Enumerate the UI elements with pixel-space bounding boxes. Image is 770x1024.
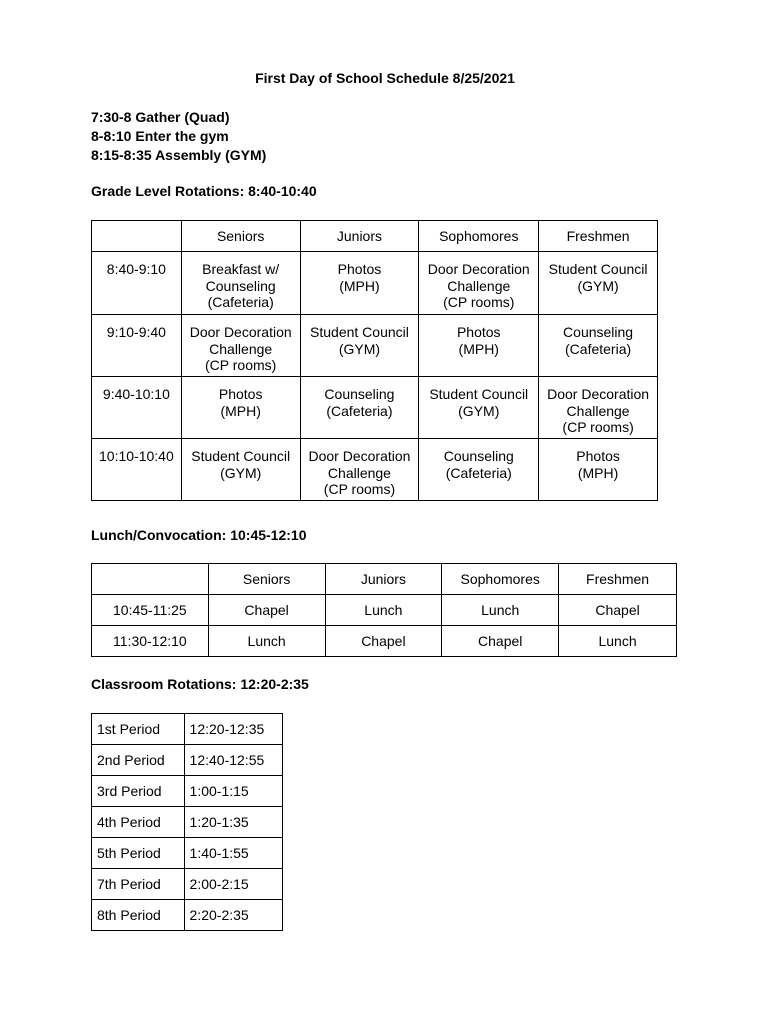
table-header-row: [92, 221, 658, 252]
header-cell: Juniors: [300, 221, 419, 252]
table-cell: Lunch: [442, 595, 559, 626]
table-header-row: [92, 564, 677, 595]
table-cell: Lunch: [325, 595, 442, 626]
table-cell: Student Council (GYM): [539, 252, 658, 315]
table-row: [92, 714, 283, 745]
table-row: [92, 315, 658, 377]
table-row: [92, 869, 283, 900]
table-cell: Counseling (Cafeteria): [419, 439, 539, 501]
table-cell: Photos (MPH): [181, 377, 300, 439]
time-cell: 9:10-9:40: [92, 315, 182, 377]
table-row: [92, 595, 677, 626]
lunch-heading: Lunch/Convocation: 10:45-12:10: [91, 527, 307, 543]
classroom-table: [91, 713, 283, 931]
table-cell: Chapel: [325, 626, 442, 657]
time-cell: 9:40-10:10: [92, 377, 182, 439]
table-cell: Student Council (GYM): [300, 315, 419, 377]
time-cell: 8:40-9:10: [92, 252, 182, 315]
period-cell: 3rd Period: [92, 776, 185, 807]
header-cell: Seniors: [181, 221, 300, 252]
table-cell: Chapel: [559, 595, 677, 626]
time-cell: 2:20-2:35: [184, 900, 282, 931]
period-cell: 2nd Period: [92, 745, 185, 776]
time-cell: 10:10-10:40: [92, 439, 182, 501]
time-cell: 12:40-12:55: [184, 745, 282, 776]
period-cell: 1st Period: [92, 714, 185, 745]
table-cell: Student Council (GYM): [181, 439, 300, 501]
table-cell: Door Decoration Challenge (CP rooms): [300, 439, 419, 501]
header-cell: [92, 564, 209, 595]
time-cell: 10:45-11:25: [92, 595, 209, 626]
lunch-table: [91, 563, 677, 657]
header-cell: Freshmen: [559, 564, 677, 595]
time-cell: 1:40-1:55: [184, 838, 282, 869]
table-cell: Chapel: [442, 626, 559, 657]
period-cell: 4th Period: [92, 807, 185, 838]
header-cell: Sophomores: [419, 221, 539, 252]
table-row: [92, 807, 283, 838]
table-cell: Photos (MPH): [300, 252, 419, 315]
table-row: [92, 252, 658, 315]
grade-rotations-heading: Grade Level Rotations: 8:40-10:40: [91, 183, 317, 199]
table-cell: Breakfast w/ Counseling (Cafeteria): [181, 252, 300, 315]
table-cell: Lunch: [208, 626, 325, 657]
table-cell: Door Decoration Challenge (CP rooms): [419, 252, 539, 315]
table-cell: Photos (MPH): [539, 439, 658, 501]
table-row: [92, 626, 677, 657]
intro-line-enter: 8-8:10 Enter the gym: [91, 128, 229, 144]
table-row: [92, 745, 283, 776]
time-cell: 11:30-12:10: [92, 626, 209, 657]
header-cell: Juniors: [325, 564, 442, 595]
table-row: [92, 838, 283, 869]
period-cell: 8th Period: [92, 900, 185, 931]
intro-line-gather: 7:30-8 Gather (Quad): [91, 109, 230, 125]
table-cell: Lunch: [559, 626, 677, 657]
time-cell: 12:20-12:35: [184, 714, 282, 745]
table-cell: Photos (MPH): [419, 315, 539, 377]
period-cell: 7th Period: [92, 869, 185, 900]
intro-line-assembly: 8:15-8:35 Assembly (GYM): [91, 147, 267, 163]
time-cell: 2:00-2:15: [184, 869, 282, 900]
header-cell: Freshmen: [539, 221, 658, 252]
table-cell: Student Council (GYM): [419, 377, 539, 439]
table-row: [92, 900, 283, 931]
table-cell: Door Decoration Challenge (CP rooms): [181, 315, 300, 377]
table-cell: Chapel: [208, 595, 325, 626]
table-row: [92, 439, 658, 501]
table-row: [92, 377, 658, 439]
time-cell: 1:20-1:35: [184, 807, 282, 838]
classroom-heading: Classroom Rotations: 12:20-2:35: [91, 676, 309, 692]
period-cell: 5th Period: [92, 838, 185, 869]
header-cell: Seniors: [208, 564, 325, 595]
grade-rotations-table: [91, 220, 658, 501]
table-cell: Door Decoration Challenge (CP rooms): [539, 377, 658, 439]
header-cell: Sophomores: [442, 564, 559, 595]
time-cell: 1:00-1:15: [184, 776, 282, 807]
header-cell: [92, 221, 182, 252]
table-cell: Counseling (Cafeteria): [300, 377, 419, 439]
table-row: [92, 776, 283, 807]
page-title: First Day of School Schedule 8/25/2021: [255, 70, 515, 86]
table-cell: Counseling (Cafeteria): [539, 315, 658, 377]
